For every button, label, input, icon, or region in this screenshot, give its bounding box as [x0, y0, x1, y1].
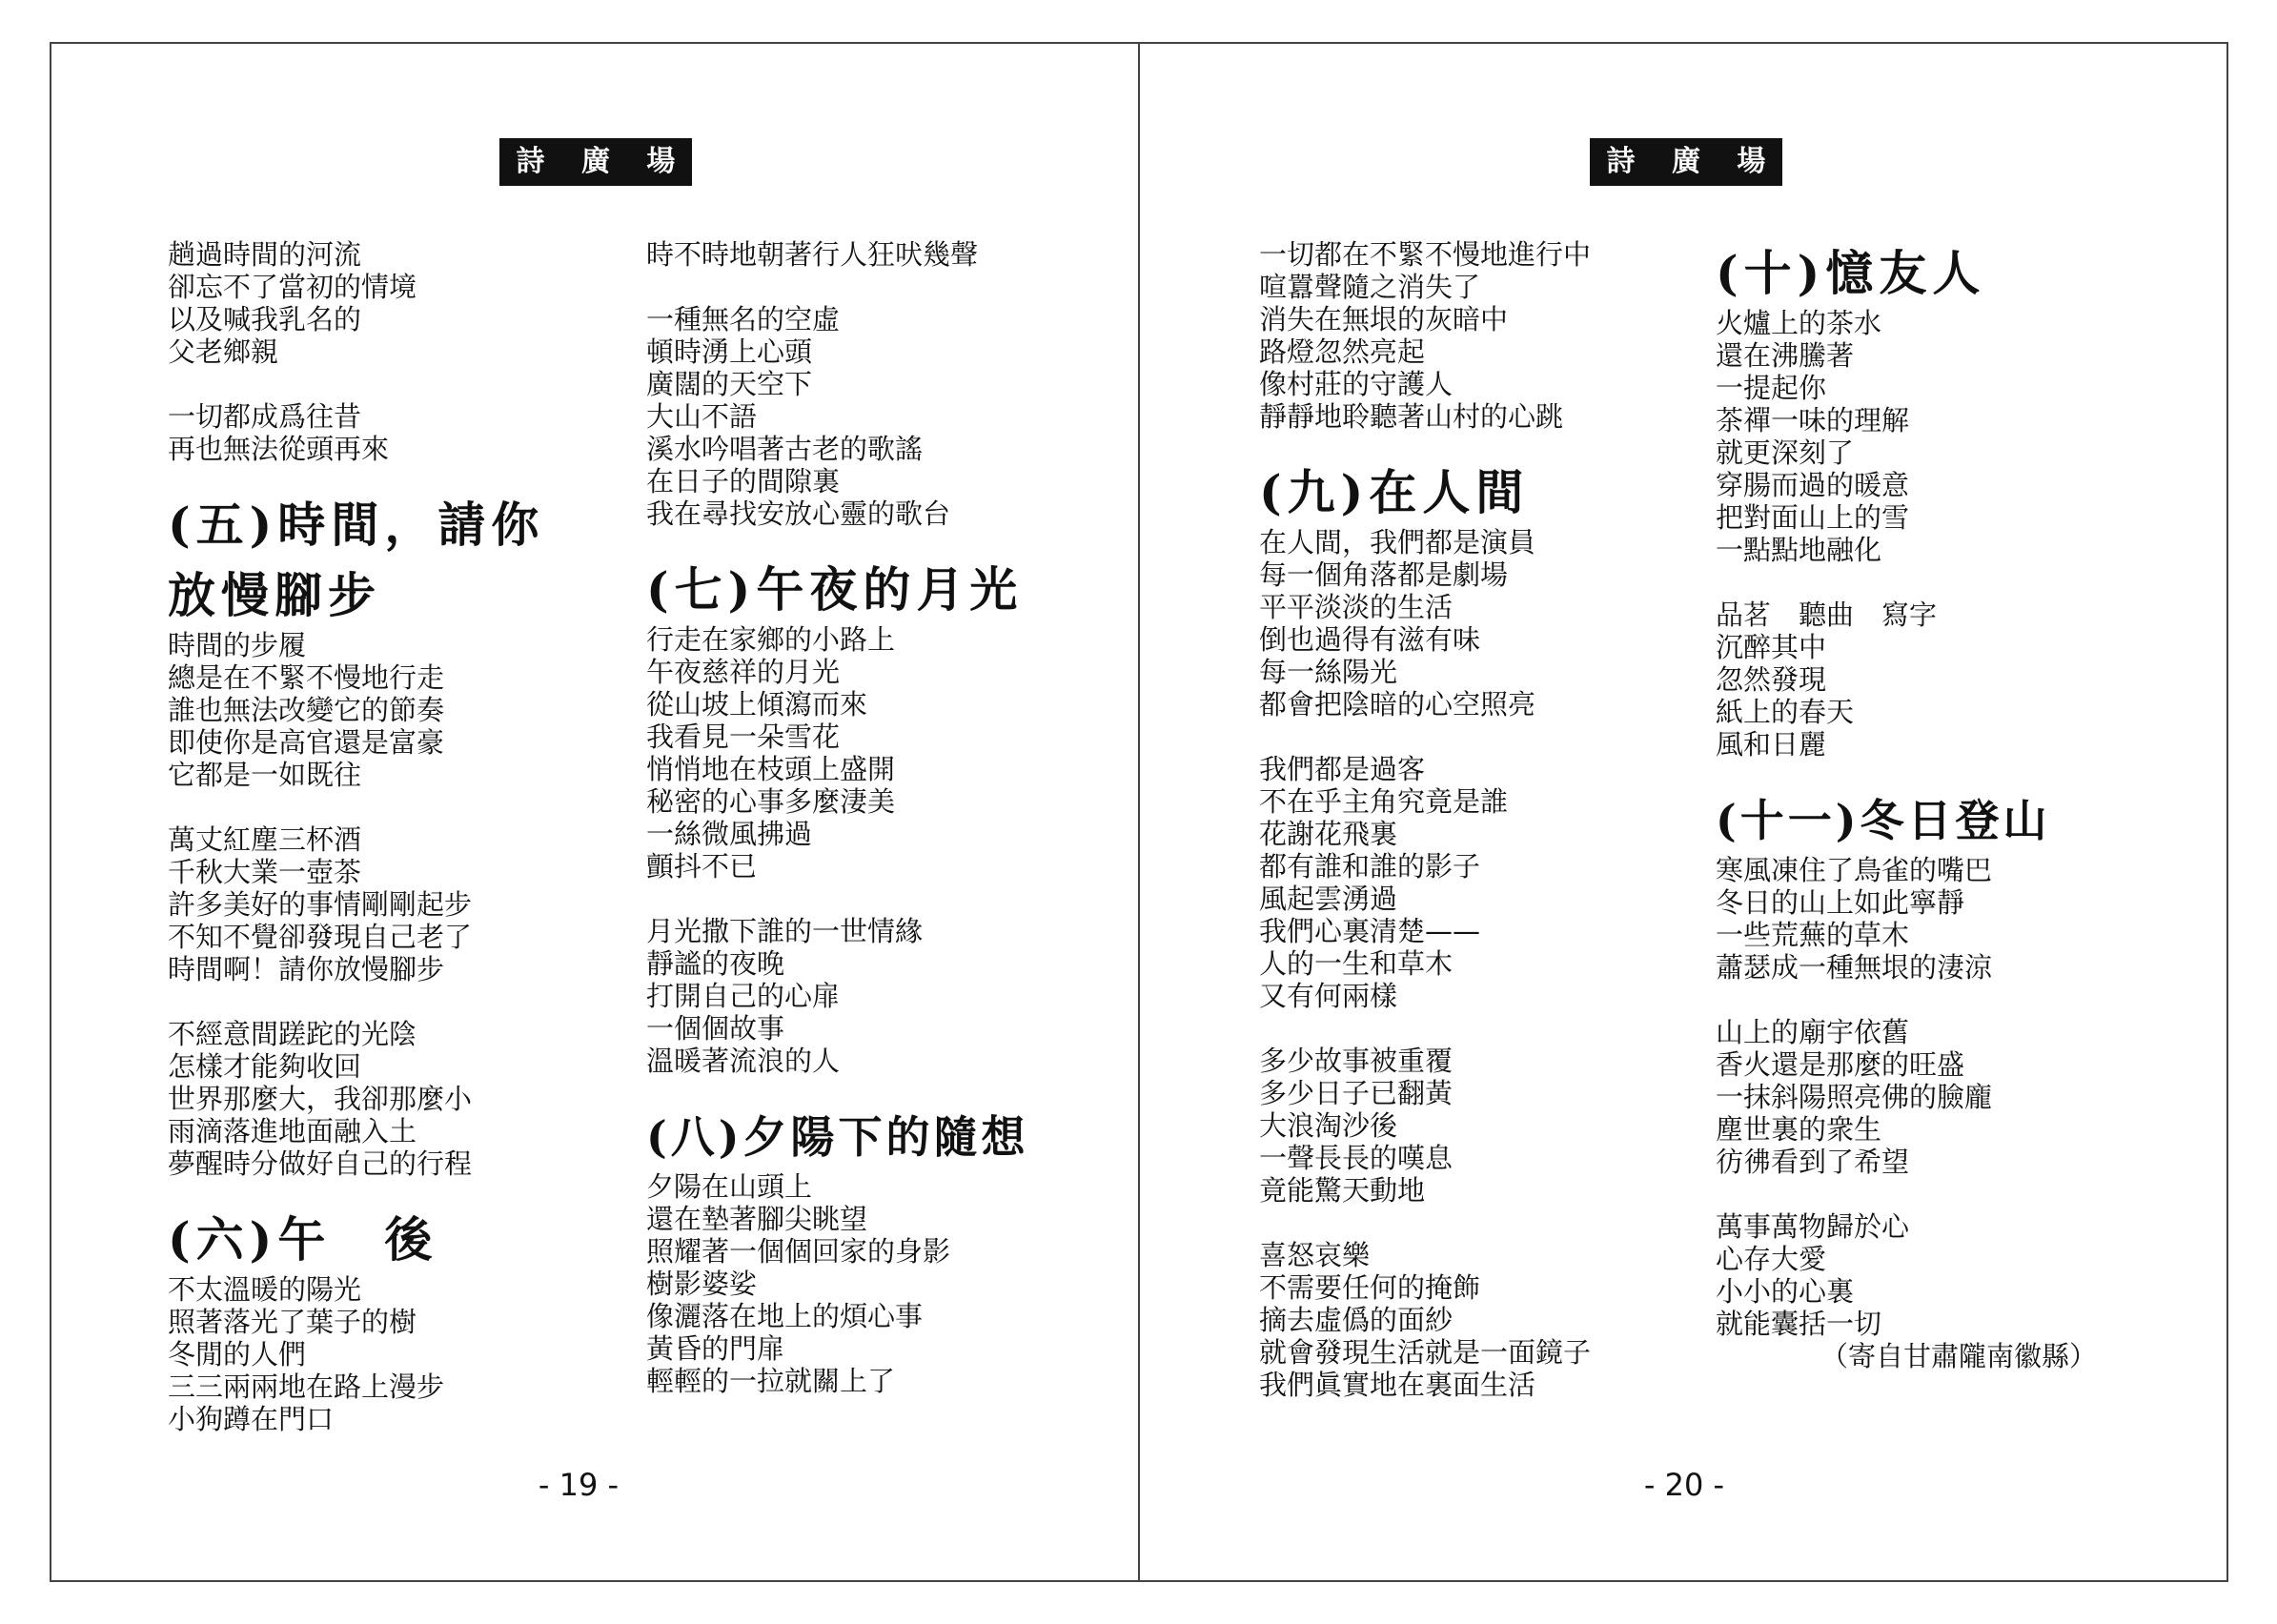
poem-line: 竟能驚天動地	[1259, 1174, 1426, 1207]
poem-line: 又有何兩樣	[1259, 980, 1398, 1012]
poem-line: 在日子的間隙裏	[646, 465, 841, 497]
poem-line: 怎樣才能夠收回	[168, 1050, 362, 1083]
poem-title-9: (九)在人間	[1259, 464, 1530, 520]
poem-line: 一抹斜陽照亮佛的臉龐	[1716, 1081, 1993, 1113]
poem-line: 行走在家鄉的小路上	[646, 623, 896, 656]
poem-line: 像灑落在地上的煩心事	[646, 1300, 924, 1332]
poem-line: 就更深刻了	[1716, 436, 1855, 469]
poem-line: 從山坡上傾瀉而來	[646, 688, 868, 721]
poem-line: 還在墊著腳尖眺望	[646, 1203, 868, 1235]
poem-line: 一聲長長的嘆息	[1259, 1142, 1454, 1174]
poem-title-11: (十一)冬日登山	[1716, 795, 2051, 846]
poem-line: 溫暖著流浪的人	[646, 1045, 841, 1077]
poem-line: 靜靜地聆聽著山村的心跳	[1259, 400, 1564, 433]
poem-line: 小小的心裏	[1716, 1275, 1855, 1308]
poem-line: 溪水吟唱著古老的歌謠	[646, 433, 924, 465]
poem-line: 不在乎主角究竟是誰	[1259, 785, 1509, 818]
stanza	[1259, 238, 1698, 433]
poem-line: 喧囂聲隨之消失了	[1259, 271, 1481, 303]
poem-line: 黃昏的門扉	[646, 1332, 785, 1365]
poem-line: 父老鄉親	[168, 335, 279, 368]
poem-line: 萬事萬物歸於心	[1716, 1210, 1910, 1243]
poem-line: 輕輕的一拉就關上了	[646, 1365, 896, 1397]
poem-line: 我們心裏清楚——	[1259, 915, 1481, 947]
poem-line: 像村莊的守護人	[1259, 368, 1454, 400]
poem-line: 倒也過得有滋有味	[1259, 623, 1481, 656]
poem-line: 午夜慈祥的月光	[646, 656, 841, 688]
poem-line: 每一絲陽光	[1259, 656, 1398, 688]
stanza	[168, 238, 606, 368]
poem-line: 風起雲湧過	[1259, 883, 1398, 915]
poem-line: 大浪淘沙後	[1259, 1109, 1398, 1142]
poem-line: 夢醒時分做好自己的行程	[168, 1147, 473, 1180]
poem-line: 它都是一如既往	[168, 759, 362, 791]
poem-line: 在人間，我們都是演員	[1259, 526, 1536, 558]
poem-line: 世界那麼大，我卻那麼小	[168, 1083, 473, 1115]
poem-line: 不知不覺卻發現自己老了	[168, 921, 473, 953]
poem-title-7: (七)午夜的月光	[646, 561, 1024, 618]
poem-line: 茶禪一味的理解	[1716, 404, 1910, 436]
poem-line: 廣闊的天空下	[646, 368, 813, 400]
stanza	[168, 1273, 606, 1435]
poem-line: 火爐上的茶水	[1716, 307, 1882, 339]
poem-line: 雨滴落進地面融入土	[168, 1115, 417, 1147]
stanza	[1716, 599, 2097, 761]
left-page-column-2	[646, 238, 1085, 1397]
poem-line: 一切都在不緊不慢地進行中	[1259, 238, 1592, 271]
right-page-column-2	[1716, 236, 2097, 1372]
poem-line: 月光撒下誰的一世情緣	[646, 915, 924, 947]
poem-line: 時間啊！請你放慢腳步	[168, 953, 445, 985]
poem-line: 誰也無法改變它的節奏	[168, 694, 445, 726]
poem-line: 平平淡淡的生活	[1259, 591, 1454, 623]
poem-line: 人的一生和草木	[1259, 947, 1454, 980]
poem-line: 喜怒哀樂	[1259, 1239, 1371, 1271]
poem-line: 路燈忽然亮起	[1259, 335, 1426, 368]
poem-line: 一點點地融化	[1716, 534, 1882, 566]
poem-line: 多少日子已翻黃	[1259, 1077, 1454, 1109]
poem-line: 彷彿看到了希望	[1716, 1146, 1910, 1178]
poem-line: 顫抖不已	[646, 850, 758, 883]
poem-line: 秘密的心事多麼淒美	[646, 785, 896, 818]
poem-line: 不經意間蹉跎的光陰	[168, 1018, 417, 1050]
stanza	[168, 1018, 606, 1180]
stanza	[646, 915, 1085, 1077]
poem-line: 大山不語	[646, 400, 758, 433]
poem-line: 都會把陰暗的心空照亮	[1259, 688, 1536, 721]
poem-line: 寒風凍住了鳥雀的嘴巴	[1716, 854, 1993, 886]
poem-title-5-line1: (五)時間，請你	[168, 497, 545, 553]
section-banner-left: 詩 廣 場	[499, 138, 692, 186]
stanza	[1716, 307, 2097, 566]
left-page-column-1	[168, 238, 606, 1435]
center-spine	[1138, 42, 1140, 1582]
stanza	[168, 629, 606, 791]
poem-line: 一種無名的空虛	[646, 303, 841, 335]
stanza	[646, 303, 1085, 530]
poem-line: 小狗蹲在門口	[168, 1403, 335, 1435]
poem-line: 夕陽在山頭上	[646, 1170, 813, 1203]
poem-title-5-line2: 放慢腳步	[168, 567, 381, 623]
poem-line: 許多美好的事情剛剛起步	[168, 888, 473, 921]
poem-title-6: (六)午 後	[168, 1211, 438, 1268]
poem-line: 就能囊括一切	[1716, 1308, 1882, 1340]
poem-line: 我在尋找安放心靈的歌台	[646, 497, 951, 530]
stanza	[646, 1170, 1085, 1397]
poem-line: 心存大愛	[1716, 1243, 1827, 1275]
poem-line: 時不時地朝著行人狂吠幾聲	[646, 238, 979, 271]
poem-line: 消失在無垠的灰暗中	[1259, 303, 1509, 335]
poem-line: 照耀著一個個回家的身影	[646, 1235, 951, 1268]
poem-line: 沉醉其中	[1716, 631, 1827, 663]
poem-line: 悄悄地在枝頭上盛開	[646, 753, 896, 785]
poem-line: 頓時湧上心頭	[646, 335, 813, 368]
poem-line: 一絲微風拂過	[646, 818, 813, 850]
poem-line: 千秋大業一壺茶	[168, 856, 362, 888]
poem-line: 多少故事被重覆	[1259, 1045, 1454, 1077]
page-number-right: - 20 -	[1643, 1467, 1725, 1503]
poem-line: 花謝花飛裏	[1259, 818, 1398, 850]
poem-line: 時間的步履	[168, 629, 307, 661]
poem-line: 即使你是高官還是富豪	[168, 726, 445, 759]
poem-line: 品茗 聽曲 寫字	[1716, 599, 1938, 631]
stanza	[1259, 753, 1698, 1012]
poem-title-10: (十)憶友人	[1716, 245, 1986, 301]
stanza	[168, 400, 606, 465]
poem-line: 就會發現生活就是一面鏡子	[1259, 1336, 1592, 1369]
poem-line: 忽然發現	[1716, 663, 1827, 696]
poem-line: 摘去虛僞的面紗	[1259, 1304, 1454, 1336]
poem-line: 穿腸而過的暖意	[1716, 469, 1910, 501]
author-location-signature: （寄自甘肅隴南徽縣）	[1820, 1340, 2097, 1372]
poem-line: 冬閒的人們	[168, 1338, 307, 1370]
poem-title-8: (八)夕陽下的隨想	[646, 1111, 1029, 1163]
stanza	[1716, 1016, 2097, 1178]
stanza	[646, 238, 1085, 271]
stanza	[1259, 526, 1698, 721]
poem-line: 再也無法從頭再來	[168, 433, 390, 465]
poem-line: 三三兩兩地在路上漫步	[168, 1370, 445, 1403]
poem-line: 山上的廟宇依舊	[1716, 1016, 1910, 1048]
stanza	[1716, 854, 2097, 984]
poem-line: 總是在不緊不慢地行走	[168, 661, 445, 694]
poem-line: 一些荒蕪的草木	[1716, 919, 1910, 951]
poem-line: 樹影婆娑	[646, 1268, 758, 1300]
poem-line: 我們都是過客	[1259, 753, 1426, 785]
poem-line: 冬日的山上如此寧靜	[1716, 886, 1965, 919]
section-banner-right: 詩 廣 場	[1590, 138, 1782, 186]
poem-line: 蕭瑟成一種無垠的淒涼	[1716, 951, 1993, 984]
stanza	[1259, 1045, 1698, 1207]
poem-line: 照著落光了葉子的樹	[168, 1306, 417, 1338]
page-number-left: - 19 -	[538, 1467, 620, 1503]
poem-line: 不需要任何的掩飾	[1259, 1271, 1481, 1304]
poem-line: 以及喊我乳名的	[168, 303, 362, 335]
stanza	[1259, 1239, 1698, 1401]
stanza	[646, 623, 1085, 883]
poem-line: 萬丈紅塵三杯酒	[168, 823, 362, 856]
poem-line: 風和日麗	[1716, 728, 1827, 761]
poem-line: 都有誰和誰的影子	[1259, 850, 1481, 883]
poem-line: 一切都成爲往昔	[168, 400, 362, 433]
poem-line: 卻忘不了當初的情境	[168, 271, 417, 303]
stanza	[1716, 1210, 2097, 1340]
poem-line: 把對面山上的雪	[1716, 501, 1910, 534]
poem-line: 每一個角落都是劇場	[1259, 558, 1509, 591]
poem-line: 還在沸騰著	[1716, 339, 1855, 372]
poem-line: 香火還是那麼的旺盛	[1716, 1048, 1965, 1081]
poem-line: 一個個故事	[646, 1012, 785, 1045]
stanza	[168, 823, 606, 985]
poem-line: 我看見一朵雪花	[646, 721, 841, 753]
poem-line: 趟過時間的河流	[168, 238, 362, 271]
poem-line: 紙上的春天	[1716, 696, 1855, 728]
poem-line: 塵世裏的衆生	[1716, 1113, 1882, 1146]
poem-line: 不太溫暖的陽光	[168, 1273, 362, 1306]
poem-line: 打開自己的心扉	[646, 980, 841, 1012]
poem-line: 一提起你	[1716, 372, 1827, 404]
poem-line: 我們眞實地在裏面生活	[1259, 1369, 1536, 1401]
right-page-column-1	[1259, 238, 1698, 1401]
poem-line: 靜謐的夜晚	[646, 947, 785, 980]
